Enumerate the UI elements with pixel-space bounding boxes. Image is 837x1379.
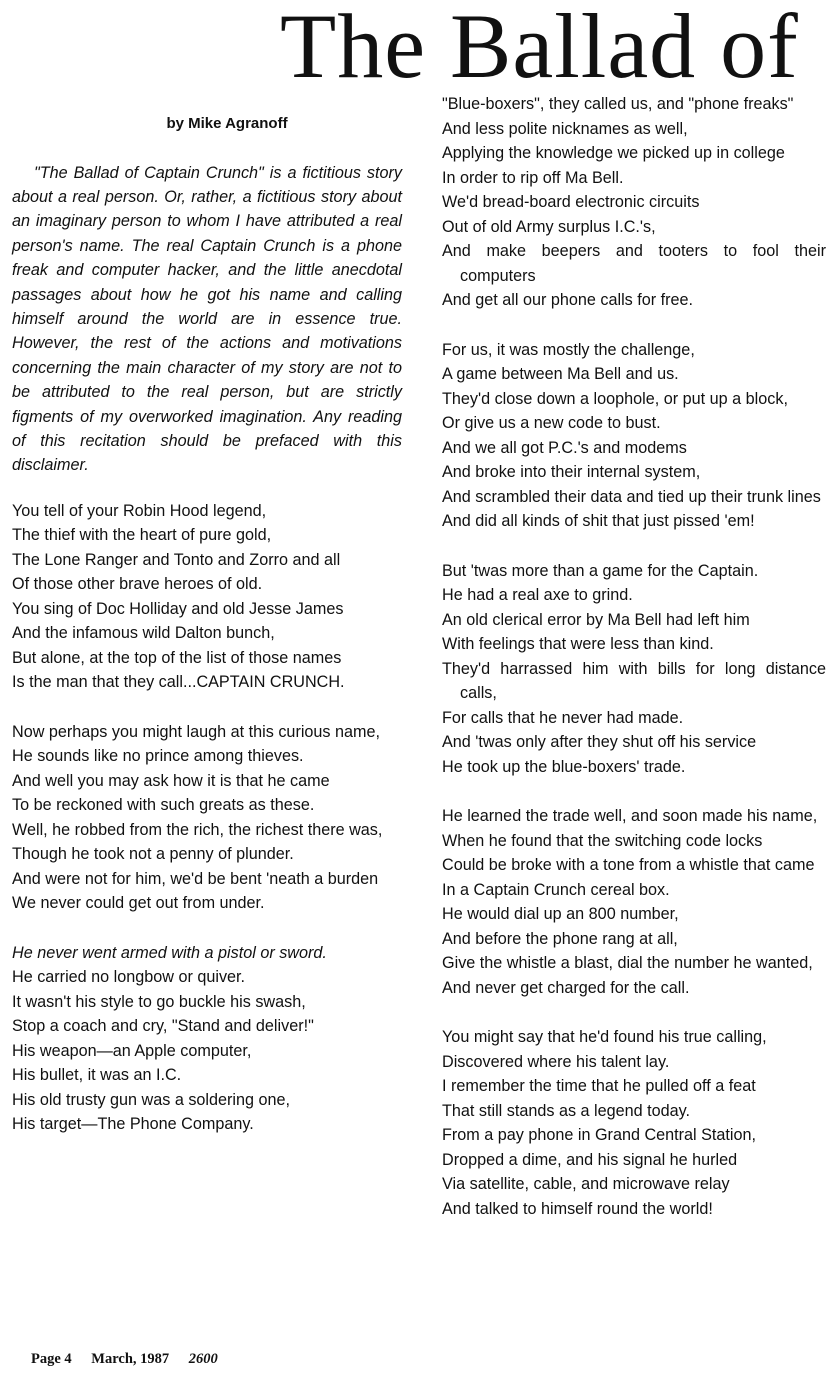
verse-line: They'd close down a loophole, or put up a block, bbox=[442, 389, 788, 408]
right-column bbox=[442, 92, 826, 1246]
intro-disclaimer: "The Ballad of Captain Crunch" is a fictitious story about a real person. Or, rather, a fictitious story about an imaginary person to whom I have attributed a real person's name. The real Captain Crunch is a phone freak and computer hacker, and the little anecdotal passages about how he got his name and calling himself around the world are in essence true. However, the rest of the actions and motivations concerning the main character of my story are not to be attributed to the real person, but are strictly figments of my overworked imagination. Any reading of this recitation should be prefaced with this disclaimer. bbox=[12, 163, 402, 475]
verse-line: "Blue-boxers", they called us, and "phone freaks" bbox=[442, 95, 794, 113]
verse-line: That still stands as a legend today. bbox=[442, 1101, 691, 1120]
stanza bbox=[442, 92, 826, 313]
verse-line: Applying the knowledge we picked up in college bbox=[442, 144, 785, 162]
verse-line: He had a real axe to grind. bbox=[442, 586, 633, 604]
verse-line: Though he took not a penny of plunder. bbox=[12, 845, 294, 864]
verse-line: He would dial up an 800 number, bbox=[442, 905, 679, 923]
verse-line: For us, it was mostly the challenge, bbox=[442, 340, 695, 359]
stanza bbox=[12, 720, 402, 916]
stanza bbox=[12, 941, 402, 1137]
verse-line: And less polite nicknames as well, bbox=[442, 119, 688, 138]
verse-line: You tell of your Robin Hood legend, bbox=[12, 501, 267, 520]
verse-line: And scrambled their data and tied up their trunk lines bbox=[442, 487, 821, 506]
verse-line: We never could get out from under. bbox=[12, 894, 265, 913]
verse-line: And we all got P.C.'s and modems bbox=[442, 438, 687, 457]
verse-line: And 'twas only after they shut off his service bbox=[442, 733, 757, 751]
verse-line: Give the whistle a blast, dial the number he wanted, bbox=[442, 954, 813, 972]
left-column bbox=[12, 112, 402, 1162]
verse-line: Out of old Army surplus I.C.'s, bbox=[442, 217, 656, 236]
page-number: Page 4 bbox=[31, 1351, 72, 1367]
stanza bbox=[442, 559, 826, 780]
page-footer bbox=[31, 1351, 234, 1368]
verse-line: And before the phone rang at all, bbox=[442, 929, 678, 948]
verse-line: In a Captain Crunch cereal box. bbox=[442, 880, 670, 899]
verse-line: Via satellite, cable, and microwave relay bbox=[442, 1175, 730, 1193]
verse-line: In order to rip off Ma Bell. bbox=[442, 168, 624, 187]
verse-line: We'd bread-board electronic circuits bbox=[442, 193, 700, 211]
verse-line: And well you may ask how it is that he came bbox=[12, 771, 330, 790]
verse-line: Stop a coach and cry, "Stand and deliver!" bbox=[12, 1017, 314, 1036]
verse-line: He carried no longbow or quiver. bbox=[12, 968, 246, 987]
verse-line: Now perhaps you might laugh at this curious name, bbox=[12, 722, 381, 741]
verse-line: And talked to himself round the world! bbox=[442, 1199, 713, 1218]
verse-line: He learned the trade well, and soon made his name, bbox=[442, 807, 818, 825]
verse-line: To be reckoned with such greats as these. bbox=[12, 796, 315, 815]
verse-line: His old trusty gun was a soldering one, bbox=[12, 1090, 291, 1109]
magazine-name: 2600 bbox=[188, 1351, 218, 1367]
issue-date: March, 1987 bbox=[91, 1351, 170, 1367]
verse-line: And were not for him, we'd be bent 'neath a burden bbox=[12, 869, 379, 888]
verse-line: And never get charged for the call. bbox=[442, 978, 690, 997]
verse-line: The Lone Ranger and Tonto and Zorro and all bbox=[12, 550, 341, 569]
verse-line: But alone, at the top of the list of those names bbox=[12, 648, 342, 667]
verse-line: Well, he robbed from the rich, the richest there was, bbox=[12, 820, 383, 839]
verse-line: And the infamous wild Dalton bunch, bbox=[12, 624, 275, 643]
stanza bbox=[12, 499, 402, 695]
stanza bbox=[442, 804, 826, 1000]
right-stanzas bbox=[442, 92, 826, 1221]
verse-line: It wasn't his style to go buckle his swash, bbox=[12, 992, 306, 1011]
stanza bbox=[442, 1025, 826, 1221]
verse-line: And broke into their internal system, bbox=[442, 463, 701, 481]
verse-line: You might say that he'd found his true calling, bbox=[442, 1028, 767, 1046]
verse-line: Dropped a dime, and his signal he hurled bbox=[442, 1150, 738, 1169]
verse-line: But 'twas more than a game for the Captain. bbox=[442, 561, 759, 580]
verse-line: From a pay phone in Grand Central Station, bbox=[442, 1126, 757, 1144]
verse-line: You sing of Doc Holliday and old Jesse James bbox=[12, 599, 344, 618]
byline: by Mike Agranoff bbox=[166, 115, 288, 132]
verse-line: Or give us a new code to bust. bbox=[442, 414, 661, 432]
verse-line: When he found that the switching code locks bbox=[442, 831, 763, 850]
verse-line: For calls that he never had made. bbox=[442, 708, 684, 727]
verse-line: I remember the time that he pulled off a feat bbox=[442, 1077, 756, 1095]
verse-line: His weapon—an Apple computer, bbox=[12, 1041, 252, 1060]
verse-line: Discovered where his talent lay. bbox=[442, 1052, 670, 1071]
verse-line: And make beepers and tooters to fool their computers bbox=[442, 242, 826, 285]
verse-line: Is the man that they call...CAPTAIN CRUNCH. bbox=[12, 673, 345, 692]
page-title: The Ballad of bbox=[280, 0, 799, 97]
verse-line: With feelings that were less than kind. bbox=[442, 635, 714, 653]
verse-line: He took up the blue-boxers' trade. bbox=[442, 757, 686, 776]
stanza bbox=[442, 338, 826, 534]
verse-line: His bullet, it was an I.C. bbox=[12, 1066, 182, 1085]
verse-line: Of those other brave heroes of old. bbox=[12, 575, 263, 594]
verse-line: An old clerical error by Ma Bell had left him bbox=[442, 610, 750, 629]
verse-line: He never went armed with a pistol or sword. bbox=[12, 943, 327, 962]
verse-line: His target—The Phone Company. bbox=[12, 1115, 254, 1134]
verse-line: He sounds like no prince among thieves. bbox=[12, 747, 304, 766]
verse-line: A game between Ma Bell and us. bbox=[442, 365, 679, 383]
verse-line: The thief with the heart of pure gold, bbox=[12, 526, 272, 545]
verse-line: Could be broke with a tone from a whistle that came bbox=[442, 856, 815, 874]
verse-line: And get all our phone calls for free. bbox=[442, 291, 694, 309]
verse-line: And did all kinds of shit that just pissed 'em! bbox=[442, 512, 755, 530]
verse-line: They'd harrassed him with bills for long distance calls, bbox=[442, 659, 826, 702]
left-stanzas bbox=[12, 499, 402, 1137]
